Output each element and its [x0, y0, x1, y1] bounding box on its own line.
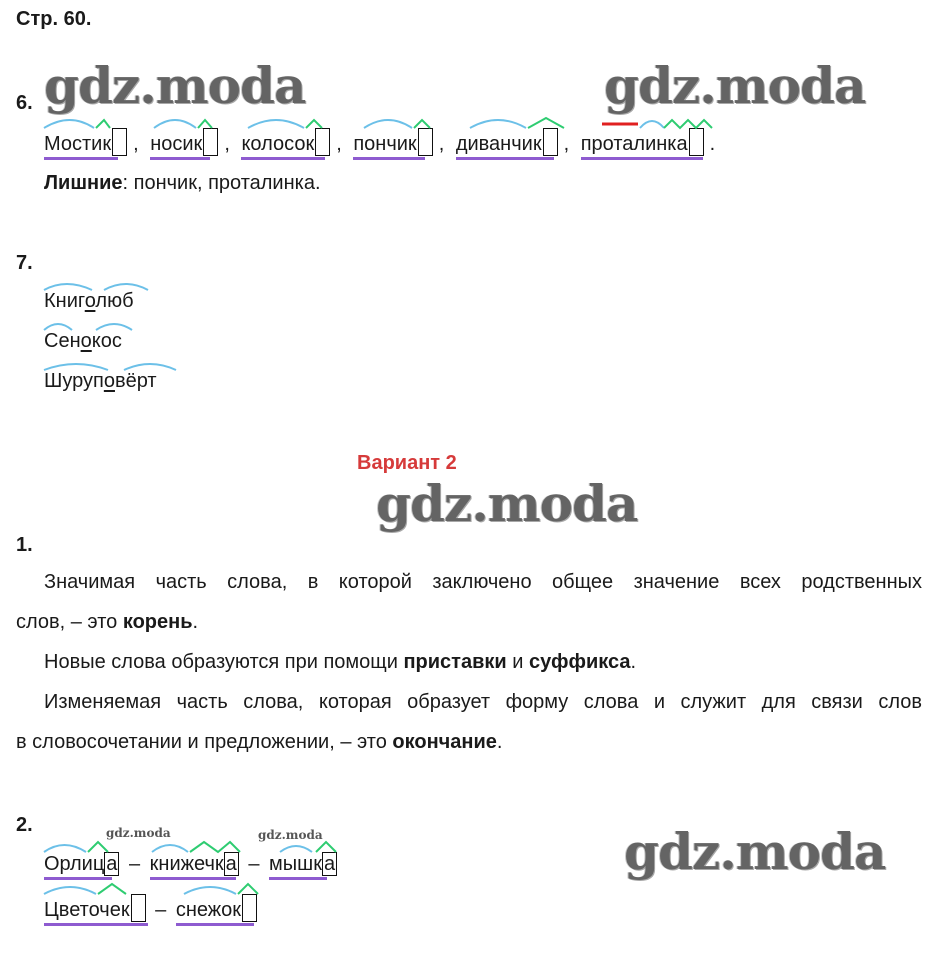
- separator: ,: [563, 133, 570, 155]
- watermark-logo: gdz.moda: [624, 822, 886, 881]
- paragraph-line: Новые слова образуются при помощи приставки и суффикса.: [44, 651, 637, 673]
- connecting-vowel: о: [103, 370, 115, 392]
- word-orlica: Орлиц а: [44, 852, 119, 876]
- paragraph-line: Значимая часть слова, в которой заключено общее значение всех родственных: [44, 571, 922, 593]
- dash: –: [248, 853, 260, 875]
- term-suffix: суффикса: [529, 651, 631, 673]
- word-snezhok: снежок: [176, 894, 257, 922]
- separator: ,: [438, 133, 445, 155]
- watermark-logo: gdz.moda: [376, 474, 638, 533]
- ending-box: а: [323, 853, 336, 875]
- suffix-mark: [190, 842, 240, 852]
- term-prefix: приставки: [403, 651, 507, 673]
- suffix-mark: [88, 842, 108, 852]
- word-knizhechka: книжечк а: [150, 852, 239, 876]
- watermark-small: gdz.moda: [106, 826, 171, 840]
- extra-label: Лишние: [44, 172, 123, 194]
- separator: ,: [336, 133, 342, 155]
- sentence-end: .: [709, 133, 716, 155]
- task-number: 2.: [16, 814, 33, 836]
- word-mostik: Мостик: [44, 128, 127, 156]
- compound-word: Книголюб: [44, 290, 134, 312]
- word-nosik: носик: [150, 128, 218, 156]
- word-protalinka: проталинка: [581, 128, 704, 156]
- separator: ,: [224, 133, 230, 155]
- term-ending: окончание: [392, 731, 497, 753]
- watermark-logo: gdz.moda: [44, 56, 306, 115]
- suffix-mark: [238, 884, 258, 894]
- paragraph-line: в словосочетании и предложении, – это окончание.: [16, 731, 503, 753]
- separator: ,: [133, 133, 139, 155]
- root-arc: [44, 845, 86, 852]
- suffix-mark: [316, 842, 336, 852]
- task-number: 1.: [16, 534, 33, 556]
- root-arc: [44, 887, 96, 894]
- root-arc: [280, 846, 312, 852]
- term-root: корень: [122, 611, 193, 633]
- page-label: Стр. 60.: [16, 8, 92, 30]
- word-cvetochek: Цветочек: [44, 894, 146, 922]
- word-ponchik: пончик: [353, 128, 432, 156]
- connecting-vowel: о: [80, 330, 92, 352]
- watermark-small: gdz.moda: [258, 828, 323, 842]
- variant-title: Вариант 2: [357, 452, 457, 474]
- watermark-logo: gdz.moda: [604, 56, 866, 115]
- ending-box: а: [106, 853, 118, 875]
- task-number: 7.: [16, 252, 33, 274]
- extra-text: : пончик, проталинка.: [122, 172, 321, 194]
- task-number: 6.: [16, 92, 33, 114]
- compound-word: Шуруповёрт: [44, 370, 157, 392]
- paragraph-line: Изменяемая часть слова, которая образует форму слова и служит для связи слов: [44, 691, 922, 713]
- root-arc: [152, 845, 188, 852]
- suffix-mark: [98, 884, 126, 894]
- word-divanchik: диванчик: [456, 128, 558, 156]
- compound-word: Сенокос: [44, 330, 122, 352]
- word-kolosok: колосок: [241, 128, 330, 156]
- ending-box: а: [225, 853, 237, 875]
- dash: –: [128, 853, 141, 875]
- root-arc: [184, 887, 236, 894]
- dash: –: [155, 899, 167, 921]
- paragraph-line: слов, – это корень.: [16, 611, 199, 633]
- word-myshka: мышк а: [269, 852, 337, 876]
- connecting-vowel: о: [84, 290, 96, 312]
